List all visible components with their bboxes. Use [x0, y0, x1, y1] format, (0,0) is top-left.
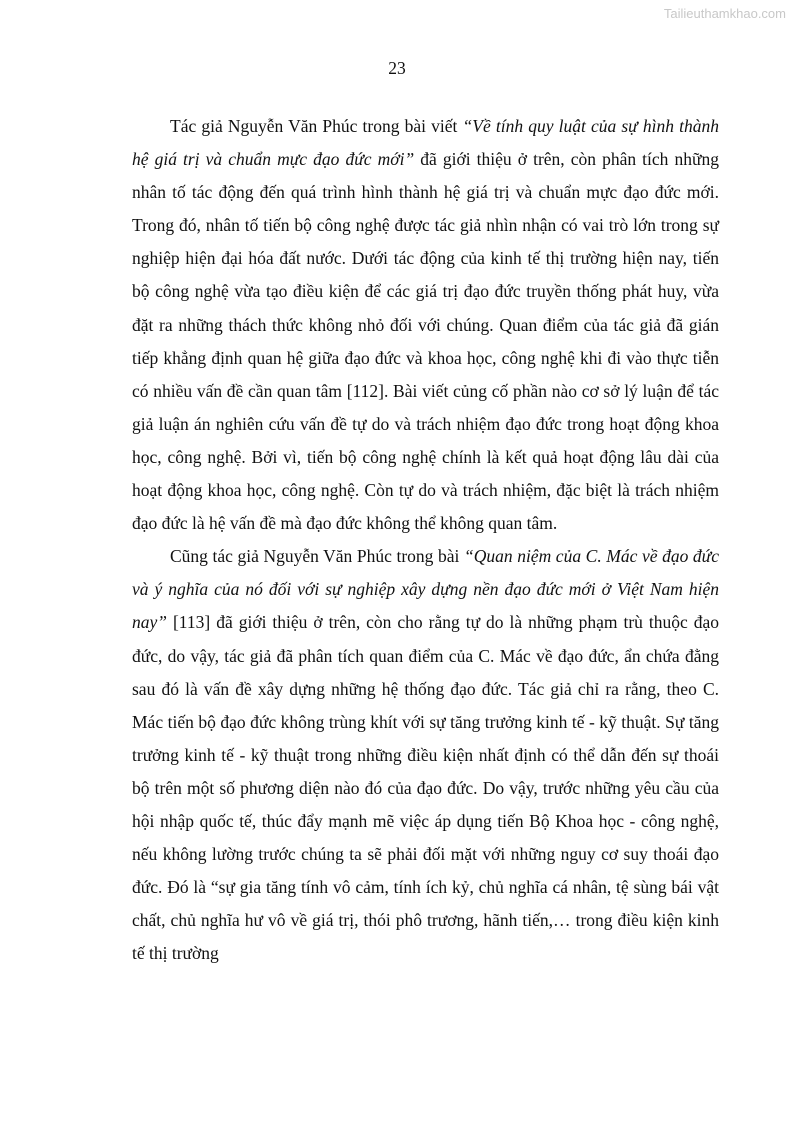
paragraph-1-article-title: “Về tính quy luật của sự hình thành hệ giá trị và chuẩn mực đạo đức mới” — [132, 116, 719, 170]
document-body — [132, 110, 719, 970]
paragraph-2-article-title: “Quan niệm của C. Mác về đạo đức và ý nghĩa của nó đối với sự nghiệp xây dựng nền đạo đức mới ở Việt Nam hiện nay” — [132, 546, 719, 633]
paragraph-1 — [132, 110, 719, 540]
watermark: Tailieuthamkhao.com — [663, 6, 786, 21]
paragraph-1-text-a: Tác giả Nguyễn Văn Phúc trong bài viết — [170, 116, 463, 136]
paragraph-1-text-b: đã giới thiệu ở trên, còn phân tích những nhân tố tác động đến quá trình hình thành hệ giá trị và chuẩn mực đạo đức mới. Trong đó, nhân tố tiến bộ công nghệ được tác giả nhìn nhận có vai trò lớn trong sự nghiệp hiện đại hóa đất nước. Dưới tác động của kinh tế thị trường hiện nay, tiến bộ công nghệ vừa tạo điều kiện để các giá trị đạo đức truyền thống phát huy, vừa đặt ra những thách thức không nhỏ đối với chúng. Quan điểm của tác giả đã gián tiếp khẳng định quan hệ giữa đạo đức và khoa học, công nghệ khi đi vào thực tiễn có nhiều vấn đề cần quan tâm [112]. Bài viết củng cố phần nào cơ sở lý luận để tác giả luận án nghiên cứu vấn đề tự do và trách nhiệm đạo đức trong hoạt động khoa học, công nghệ. Bởi vì, tiến bộ công nghệ chính là kết quả hoạt động lâu dài của hoạt động khoa học, công nghệ. Còn tự do và trách nhiệm, đặc biệt là trách nhiệm đạo đức là hệ vấn đề mà đạo đức không thể không quan tâm. — [132, 149, 719, 534]
paragraph-2-text-b: [113] đã giới thiệu ở trên, còn cho rằng tự do là những phạm trù thuộc đạo đức, do vậy, tác giả đã phân tích quan điểm của C. Mác về đạo đức, ẩn chứa đằng sau đó là vấn đề xây dựng những hệ thống đạo đức. Tác giả chỉ ra rằng, theo C. Mác tiến bộ đạo đức không trùng khít với sự tăng trưởng kinh tế - kỹ thuật. Sự tăng trưởng kinh tế - kỹ thuật trong những điều kiện nhất định có thể dẫn đến sự thoái bộ trên một số phương diện nào đó của đạo đức. Do vậy, trước những yêu cầu của hội nhập quốc tế, thúc đẩy mạnh mẽ việc áp dụng tiến Bộ Khoa học - công nghệ, nếu không lường trước chúng ta sẽ phải đối mặt với những nguy cơ suy thoái đạo đức. Đó là “sự gia tăng tính vô cảm, tính ích kỷ, chủ nghĩa cá nhân, tệ sùng bái vật chất, chủ nghĩa hư vô về giá trị, thói phô trương, hãnh tiến,… trong điều kiện kinh tế thị trường — [132, 612, 719, 964]
paragraph-2-text-a: Cũng tác giả Nguyễn Văn Phúc trong bài — [170, 546, 464, 567]
page-number: 23 — [388, 58, 406, 78]
paragraph-2 — [132, 540, 719, 970]
